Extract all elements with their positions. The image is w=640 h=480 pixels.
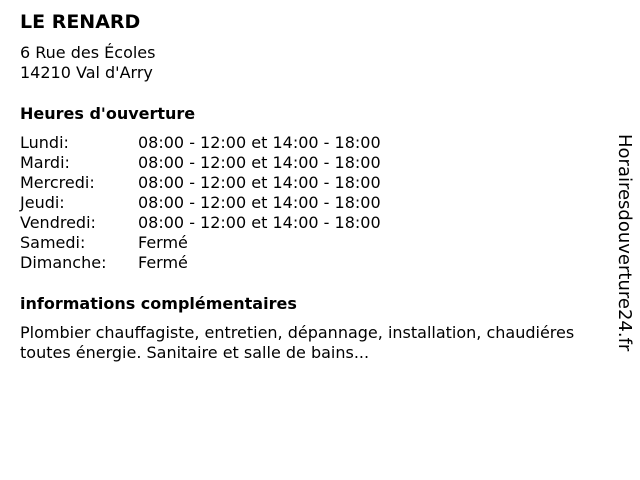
opening-hours-heading: Heures d'ouverture — [20, 104, 196, 123]
day-hours: Fermé — [138, 253, 188, 272]
day-label: Jeudi: — [20, 193, 65, 212]
hours-row-monday — [20, 133, 381, 153]
day-hours: 08:00 - 12:00 et 14:00 - 18:00 — [138, 193, 381, 212]
day-label: Mardi: — [20, 153, 70, 172]
address — [20, 43, 155, 83]
hours-row-thursday — [20, 193, 381, 213]
day-hours: 08:00 - 12:00 et 14:00 - 18:00 — [138, 173, 381, 192]
additional-info-text: Plombier chauffagiste, entretien, dépannage, installation, chaudiéres toutes énergie. Sanitaire et salle de bains... — [20, 323, 575, 362]
day-hours: 08:00 - 12:00 et 14:00 - 18:00 — [138, 213, 381, 232]
business-name: LE RENARD — [20, 11, 141, 33]
additional-info-heading: informations complémentaires — [20, 294, 297, 313]
day-label: Lundi: — [20, 133, 69, 152]
opening-hours-table — [20, 133, 381, 273]
site-watermark: Horairesdouverture24.fr — [614, 134, 635, 352]
day-hours: Fermé — [138, 233, 188, 252]
hours-row-sunday — [20, 253, 381, 273]
hours-row-friday — [20, 213, 381, 233]
day-hours: 08:00 - 12:00 et 14:00 - 18:00 — [138, 133, 381, 152]
day-label: Samedi: — [20, 233, 86, 252]
day-label: Vendredi: — [20, 213, 96, 232]
address-street: 6 Rue des Écoles — [20, 43, 156, 62]
day-label: Dimanche: — [20, 253, 107, 272]
hours-row-wednesday — [20, 173, 381, 193]
address-city: 14210 Val d'Arry — [20, 63, 153, 82]
hours-row-saturday — [20, 233, 381, 253]
day-label: Mercredi: — [20, 173, 95, 192]
hours-row-tuesday — [20, 153, 381, 173]
day-hours: 08:00 - 12:00 et 14:00 - 18:00 — [138, 153, 381, 172]
